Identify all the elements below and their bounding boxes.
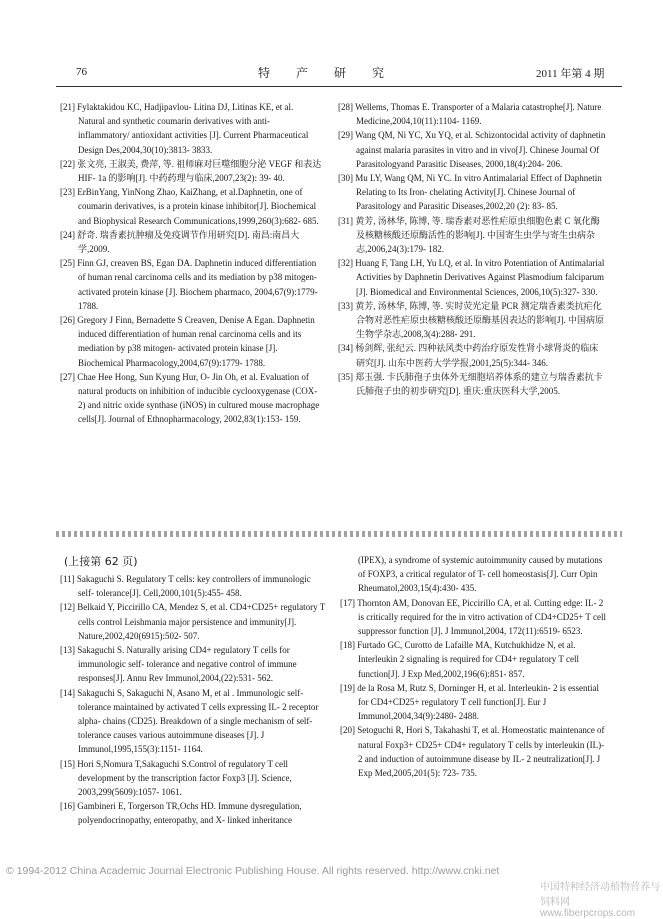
header-rule — [56, 86, 622, 87]
reference-item — [338, 171, 606, 214]
reference-item — [338, 299, 606, 342]
reference-item — [60, 228, 322, 256]
reference-text: [11] Sakaguchi S. Regulatory T cells: key controllers of immunologic self- tolerance[J]. Cell,2000,101(5):455- 458. — [60, 574, 311, 599]
reference-item — [340, 596, 606, 639]
reference-text: [29] Wang QM, Ni YC, Xu YQ, et al. Schizontocidal activity of daphnetin against malaria parasites in vitro and in vivo[J]. Chinese Journal Of Parasitologyand Parasitic Diseases, 2000,18(4):204- 206. — [338, 130, 606, 169]
reference-item — [60, 256, 322, 313]
reference-text: [24] 舒奇. 瑞香素抗肿瘤及免疫调节作用研究[D]. 南昌:南昌大学,2009. — [60, 229, 300, 255]
reference-column-top-left — [60, 100, 322, 427]
section-separator — [56, 531, 622, 537]
reference-item — [60, 600, 326, 643]
reference-text: [21] Fylaktakidou KC, Hadjipavlou- Litina DJ, Litinas KE, et al. Natural and synthetic coumarin derivatives with anti- inflammatory/ antioxidant activities [J]. Current Pharmaceutical Design Des,2004,30(10):3813- 3833. — [60, 102, 309, 155]
reference-text: [15] Hori S,Nomura T,Sakaguchi S.Control of regulatory T cell development by the transcription factor Foxp3 [J]. Science, 2003,299(5609):1057- 1061. — [60, 758, 292, 798]
reference-item — [60, 100, 322, 157]
reference-item — [338, 341, 606, 369]
issue-label: 2011 年第 4 期 — [536, 68, 605, 80]
reference-item — [338, 370, 606, 398]
reference-text: [22] 张文亮, 王淑美, 费萍, 等. 祖师麻对巨噬细胞分泌 VEGF 和表达 HIF- 1a 的影响[J]. 中药药理与临床,2007,23(2): 39- 40. — [60, 158, 322, 184]
reference-text: [32] Huang F, Tang LH, Yu LQ, et al. In vitro Potentiation of Antimalarial Activities by Daphnetin Derivatives Against Plasmodium falciparum [J]. Biomedical and Environmental Sciences, 2006,10(5):327- 330. — [338, 258, 605, 297]
reference-text: [14] Sakaguchi S, Sakaguchi N, Asano M, et al . Immunologic self- tolerance maintained by activated T cells expressing IL- 2 receptor alpha- chains (CD25). Breakdown of a single mechanism of self- tolerance causes various autoimmune diseases [J]. J Immunol,1995,155(3):1151- 1164. — [60, 687, 319, 755]
reference-text: [13] Sakaguchi S. Naturally arising CD4+ regulatory T cells for immunologic self- tolerance and negative control of immune responses[J]. Annu Rev Immunol,2004,(22):531- 562. — [60, 645, 297, 684]
reference-item — [338, 128, 606, 171]
reference-column-bottom-right — [340, 553, 606, 780]
reference-item — [60, 757, 326, 800]
reference-item — [60, 643, 326, 686]
reference-text: [31] 黄芳, 汤林华, 陈博, 等. 瑞香素对恶性疟原虫细胞色素 C 氧化酶及核糖核酸还原酶活性的影响[J]. 中国寄生虫学与寄生虫病杂志,2006,24(3):179- 182. — [338, 215, 600, 255]
reference-text: [33] 黄芳, 汤林华, 陈博, 等. 实时荧光定量 PCR 测定瑞香素类抗疟化合物对恶性疟原虫核糖核酸还原酶基因表达的影响[J]. 中国病原生物学杂志,2008,3(4):288- 291. — [338, 300, 604, 340]
page-number: 76 — [76, 66, 87, 78]
reference-item — [60, 686, 326, 757]
reference-item — [338, 256, 606, 299]
reference-text: [16] Gambineri E, Torgerson TR,Ochs HD. Immune dysregulation, polyendocrinopathy, enteropathy, and X- linked inheritance — [60, 801, 302, 826]
watermark-text: 中国特种经济动植物营养与饲料网 www.fiberpcrops.com — [540, 882, 660, 919]
reference-column-top-right — [338, 100, 606, 398]
running-header — [0, 58, 663, 82]
reference-item — [60, 157, 322, 185]
reference-item — [338, 100, 606, 128]
reference-item — [340, 553, 606, 596]
journal-title: 特产研究 — [258, 66, 411, 80]
reference-text: [30] Mu LY, Wang QM, Ni YC. In vitro Antimalarial Effect of Daphnetin Relating to Its Iron- chelating Activity[J]. Chinese Journal of Parasitology and Parasitic Diseases,2002,20 (2): 83- 85. — [338, 173, 602, 212]
continued-from-label: (上接第 62 页) — [64, 555, 138, 568]
reference-text: [12] Belkaid Y, Piccirillo CA, Mendez S, et al. CD4+CD25+ regulatory T cells control Leishmania major persistence and immunity[J]. Nature,2002,420(6915):502- 507. — [60, 602, 326, 641]
reference-text: [18] Furtado GC, Curotto de Lafaille MA, Kutchukhidze N, et al. Interleukin 2 signaling is required for CD4+ regulatory T cell function[J]. J Exp Med,2002,196(6):851- 857. — [340, 640, 579, 679]
reference-text: [34] 杨剑辉, 张纪云. 四种祛风类中药治疗原发性肾小球肾炎的临床研究[J]. 山东中医药大学学报,2001,25(5):344- 346. — [338, 343, 599, 368]
reference-text: [17] Thornton AM, Donovan EE, Piccirillo CA, et al. Cutting edge: IL- 2 is critically required for the in vitro activation of CD4+CD25+ T cell suppressor function [J]. J Immunol,2004, 172(11):6519- 6523. — [340, 597, 607, 637]
reference-text: [19] de la Rosa M, Rutz S, Dorninger H, et al. Interleukin- 2 is essential for CD4+CD25+ regulatory T cell function[J]. Eur J Immunol,2004,34(9):2480- 2488. — [340, 682, 599, 722]
reference-item — [340, 723, 606, 780]
reference-text: [25] Finn GJ, creaven BS, Egan DA. Daphnetin induced differentiation of human renal carcinoma cells and its mediation by p38 mitogen- activated protein kinase [J]. Biochem pharmaco, 2004,67(9):1779- 1788. — [60, 258, 318, 311]
reference-text: [27] Chae Hee Hong, Sun Kyung Hur, O- Jin Oh, et al. Evaluation of natural products on inhibition of inducible cyclooxygenase (COX- 2) and nitric oxide synthase (iNOS) in cultured mouse macrophage cells[J]. Journal of Ethnopharmacology, 2002,83(1):153- 159. — [60, 371, 320, 425]
reference-text: [20] Setoguchi R, Hori S, Takahashi T, et al. Homeostatic maintenance of natural Foxp3+ CD25+ CD4+ regulatory T cells by interleukin (IL)- 2 and induction of autoimmune disease by IL- 2 neutralization[J]. J Exp Med,2005,201(5): 723- 735. — [340, 725, 605, 779]
reference-text: [23] ErBinYang, YinNong Zhao, KaiZhang, et al.Daphnetin, one of coumarin derivatives, is a protein kinase inhibitor[J]. Biochemical and Biophysical Research Communications,1999,260(3):682- 685. — [60, 187, 319, 226]
reference-text: [28] Wellems, Thomas E. Transporter of a Malaria catastrophe[J]. Nature Medicine,2004,10(11):1104- 1169. — [338, 102, 602, 127]
reference-item — [340, 681, 606, 724]
reference-item — [338, 214, 606, 257]
copyright-footer: © 1994-2012 China Academic Journal Electronic Publishing House. All rights reserved. http://www.cnki.net — [6, 865, 500, 877]
reference-text: (IPEX), a syndrome of systemic autoimmunity caused by mutations of FOXP3, a critical regulator of T- cell homeostasis[J]. Curr Opin Rheumatol,2003,15(4):430- 435. — [358, 555, 603, 594]
reference-item — [60, 370, 322, 427]
reference-item — [60, 313, 322, 370]
reference-text: [26] Gregory J Finn, Bernadette S Creaven, Denise A Egan. Daphnetin induced differentiation of human renal carcinoma cells and its mediation by p38 mitogen- activated protein kinase [J]. Biochemical Pharmacology,2004,67(9):1779- 1788. — [60, 315, 315, 368]
reference-item — [60, 799, 326, 827]
reference-text: [35] 郑玉强. 卡氏肺孢子虫体外无细胞培养体系的建立与瑞香素抗卡氏肺孢子虫的初步研究[D]. 重庆:重庆医科大学,2005. — [338, 371, 603, 397]
reference-item — [340, 638, 606, 681]
reference-item — [60, 572, 326, 600]
reference-column-bottom-left — [60, 572, 326, 828]
reference-item — [60, 185, 322, 228]
